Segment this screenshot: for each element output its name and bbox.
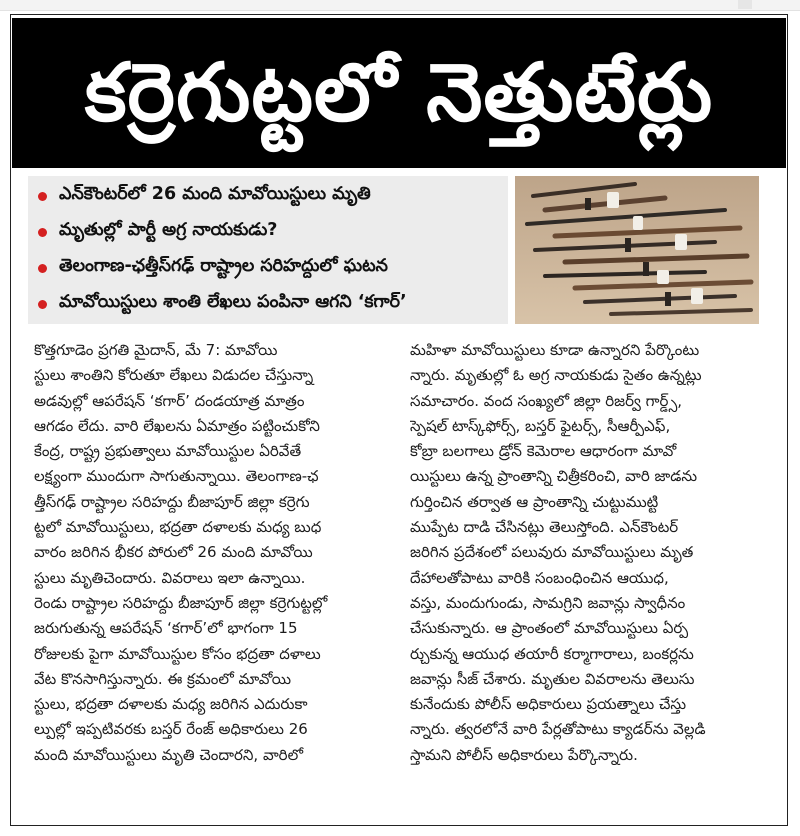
article-line: కేంద్ర, రాష్ట్ర ప్రభుత్వాలు మావోయిస్టుల ఏరివేతే [34, 442, 302, 461]
top-strip [0, 0, 800, 11]
highlight-item [38, 214, 498, 250]
article-line: మంది మావోయిస్టులు మృతి చెందారని, వారిలో [34, 745, 304, 764]
article-line: ర్చుకున్న ఆయుధ తయారీ కర్మాగారాలు, బంకర్లను [410, 644, 694, 663]
article-line: స్టులు శాంతిని కోరుతూ లేఖలు విడుదల చేస్తున్నా [34, 366, 314, 385]
highlight-item [38, 286, 498, 322]
highlight-item [38, 178, 498, 214]
article-line: ట్టలో మావోయిస్టులు, భద్రతా దళాలకు మధ్య బుధ [34, 518, 322, 537]
highlight-text: ఎన్‌కౌంటర్‌లో 26 మంది మావోయిస్టులు మృతి [59, 184, 371, 204]
article-line: స్టులు, భద్రతా దళాలకు మధ్య జరిగిన ఎదురుకా [34, 695, 308, 714]
article-line: ఆగడం లేదు. వారి లేఖలను ఏమాత్రం పట్టించుకోని [34, 416, 320, 435]
article-line: జరుగుతున్న ఆపరేషన్ ‘కగార్’లో భాగంగా 15 [34, 619, 298, 638]
article-line: వేట కొనసాగిస్తున్నారు. ఈ క్రమంలో మావోయి [34, 669, 292, 688]
highlight-text: మావోయిస్టులు శాంతి లేఖలు పంపినా ఆగని ‘కగార్’ [59, 292, 407, 312]
article-line: సమాచారం. వంద సంఖ్యలో జిల్లా రిజర్వ్ గార్డ్స్, [410, 391, 683, 410]
article-line: కొత్తగూడెం ప్రగతి మైదాన్, మే 7: మావోయి [34, 341, 278, 359]
article-line: ల్పుల్లో ఇప్పటివరకు బస్తర్ రేంజ్ అధికారులు 26 [34, 720, 308, 739]
article-line: అడవుల్లో ఆపరేషన్ ‘కగార్’ దండయాత్ర మాత్రం [34, 391, 305, 410]
seized-weapons-photo [515, 176, 759, 324]
article-line: ముప్పేట దాడి చేసినట్లు తెలుస్తోంది. ఎన్‌కౌంటర్ [410, 518, 679, 537]
article-line: జవాన్లు సీజ్ చేశారు. మృతుల వివరాలను తెలుసు [410, 669, 695, 688]
article-line: లక్ష్యంగా ముందుగా సాగుతున్నాయి. తెలంగాణ-ఛ [34, 467, 319, 486]
article-line: త్తీస్‌గఢ్ రాష్ట్రాల సరిహద్దు బీజాపూర్ జిల్లా కర్రెగు [34, 492, 310, 511]
article-column-right [410, 338, 766, 768]
article-line: జరిగిన ప్రదేశంలో పలువురు మావోయిస్టులు మృత [410, 543, 694, 562]
article-line: న్నారు. త్వరలోనే వారి పేర్లతోపాటు క్యాడర్‌ను వెల్లడి [410, 720, 706, 739]
highlight-item [38, 250, 498, 286]
article-line: కునేందుకు పోలీస్ అధికారులు ప్రయత్నాలు చేస్తు [410, 695, 687, 714]
bullet-icon [38, 192, 47, 201]
article-line: స్పెషల్ టాస్క్‌ఫోర్స్, బస్తర్ ఫైటర్స్, సీఆర్పీఎఫ్, [410, 416, 671, 435]
article-line: రెండు రాష్ట్రాల సరిహద్దు బీజాపూర్ జిల్లా కర్రెగుట్టల్లో [34, 593, 328, 612]
article-line: రోజులకు పైగా మావోయిస్టుల కోసం భద్రతా దళాలు [34, 644, 321, 663]
article-line: కోబ్రా బలగాలు డ్రోన్ కెమెరాల ఆధారంగా మావో [410, 442, 677, 461]
highlight-text: తెలంగాణ-ఛత్తీస్‌గఢ్ రాష్ట్రాల సరిహద్దులో ఘటన [59, 256, 388, 276]
article-column-left [34, 338, 390, 768]
article-line: మహిళా మావోయిస్టులు కూడా ఉన్నారని పేర్కొంటు [410, 341, 700, 359]
article-line: న్నారు. మృతుల్లో ఓ అగ్ర నాయకుడు సైతం ఉన్నట్లు [410, 366, 702, 385]
bullet-icon [38, 300, 47, 309]
article-line: వారం జరిగిన భీకర పోరులో 26 మంది మావోయి [34, 543, 313, 562]
article-line: స్టులు మృతిచెందారు. వివరాలు ఇలా ఉన్నాయి. [34, 568, 306, 587]
scroll-grip[interactable] [738, 0, 752, 9]
article-line: వస్తు, మందుగుండు, సామగ్రిని జవాన్లు స్వాధీనం [410, 593, 686, 612]
article-line: దేహాలతోపాటు వారికి సంబంధించిన ఆయుధ, [410, 568, 669, 587]
headline: కర్రెగుట్టలో నెత్తుటేర్లు [12, 18, 786, 168]
article-line: గుర్తించిన తర్వాత ఆ ప్రాంతాన్ని చుట్టుముట్టి [410, 492, 659, 511]
article-line: స్తామని పోలీస్ అధికారులు పేర్కొన్నారు. [410, 745, 638, 764]
highlights-box [28, 176, 508, 324]
highlight-text: మృతుల్లో పార్టీ అగ్ర నాయకుడు? [59, 220, 278, 240]
bullet-icon [38, 228, 47, 237]
article-line: యిస్టులు ఉన్న ప్రాంతాన్ని చిత్రీకరించి, వారి జాడను [410, 467, 698, 486]
weapons-illustration [515, 176, 759, 324]
bullet-icon [38, 264, 47, 273]
article-line: చేసుకున్నారు. ఆ ప్రాంతంలో మావోయిస్టులు ఏర్ప [410, 619, 689, 638]
